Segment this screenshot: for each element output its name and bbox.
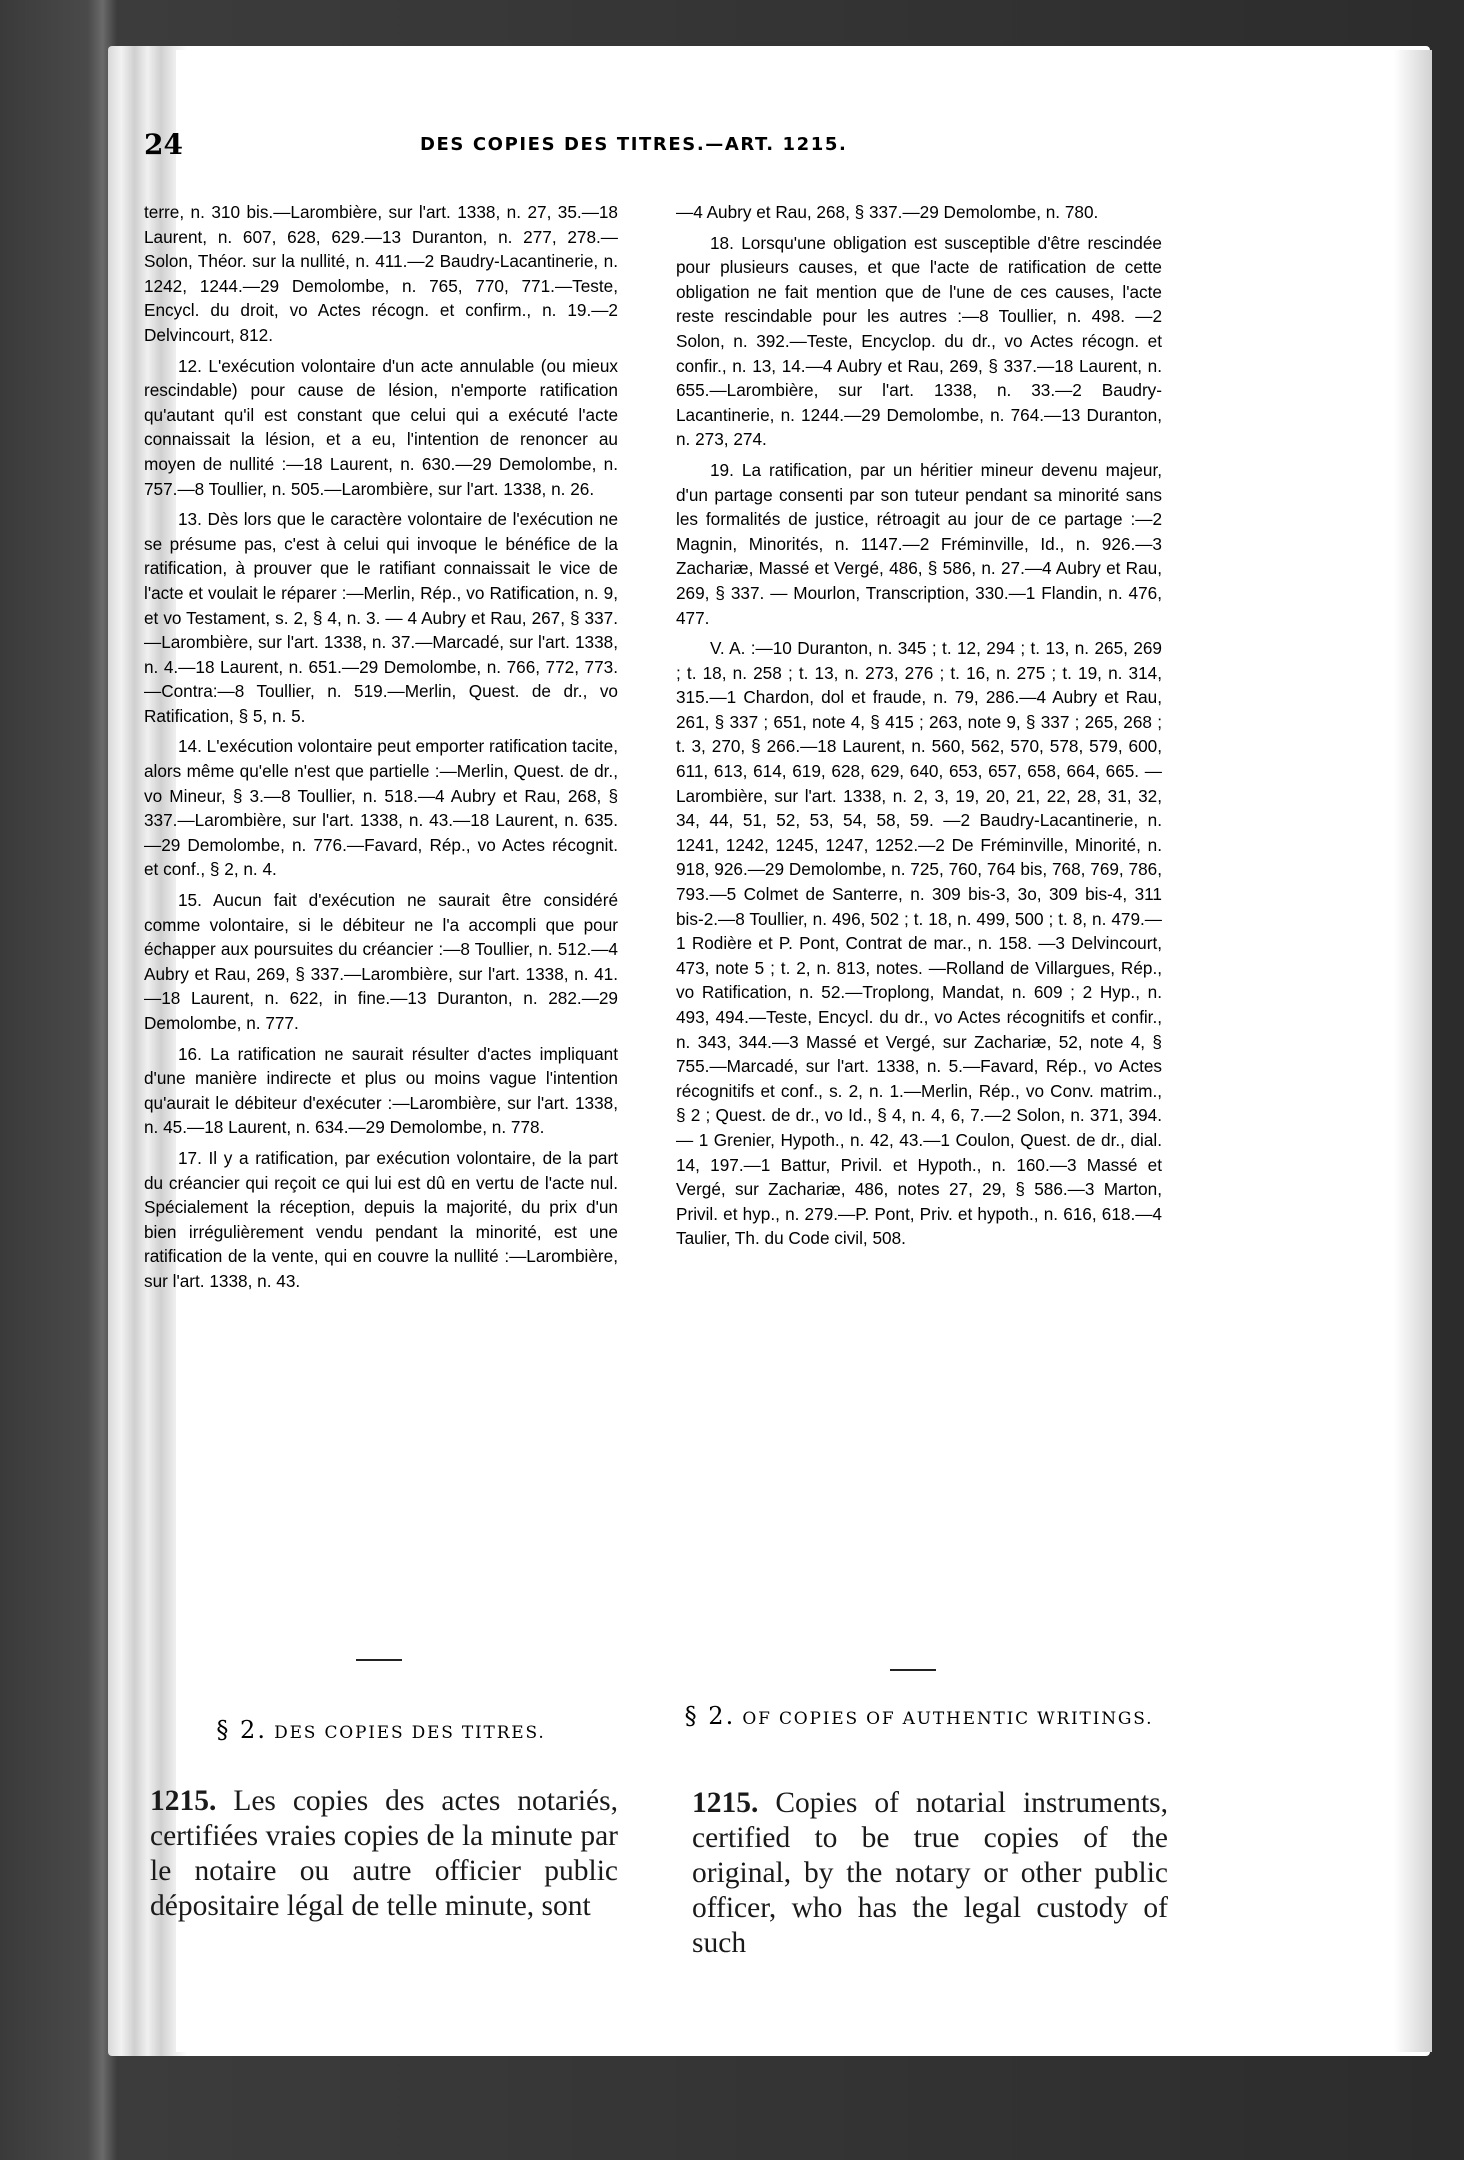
gutter-shadow xyxy=(1394,50,1432,2052)
section-title: DES COPIES DES TITRES. xyxy=(274,1723,546,1743)
article-number: 1215. xyxy=(692,1787,759,1819)
article-french xyxy=(150,1784,618,1924)
article-text: Copies of notarial instruments, certified to be true copies of the original, by the notary or other public officer, who has the legal custody of such xyxy=(692,1787,1169,1959)
left-notes-column xyxy=(144,200,618,1300)
running-head: DES COPIES DES TITRES.—ART. 1215. xyxy=(420,134,848,155)
section-title: OF COPIES OF AUTHENTIC WRITINGS. xyxy=(742,1709,1154,1729)
note-paragraph: 13. Dès lors que le caractère volontaire de l'exécution ne se présume pas, c'est à celui qui invoque le bénéfice de la ratification, à prouver que le ratifiant connaissait le vice de l'acte et voulait le réparer :—Merlin, Rép., vo Ratification, n. 9, et vo Testament, s. 2, § 4, n. 3. — 4 Aubry et Rau, 267, § 337.—Larombière, sur l'art. 1338, n. 37.—Marcadé, sur l'art. 1338, n. 4.—18 Laurent, n. 651.—29 Demolombe, n. 766, 772, 773.—Contra:—8 Toullier, n. 519.—Merlin, Quest. de dr., vo Ratification, § 5, n. 5. xyxy=(144,509,618,726)
article-english xyxy=(692,1786,1168,1961)
page-number: 24 xyxy=(144,128,183,161)
note-paragraph: 12. L'exécution volontaire d'un acte annulable (ou mieux rescindable) pour cause de lésion, n'emporte ratification qu'autant qu'il est constant que celui qui a exécuté l'acte connaissait la lésion, et a eu, l'intention de renoncer au moyen de nullité :—18 Laurent, n. 630.—29 Demolombe, n. 757.—8 Toullier, n. 505.—Larombière, sur l'art. 1338, n. 26. xyxy=(144,355,618,499)
section-heading-english xyxy=(676,1700,1162,1735)
note-paragraph: 16. La ratification ne saurait résulter d'actes impliquant d'une manière indirecte et plus ou moins vague l'intention qu'aurait le débiteur d'exécuter :—Larombière, sur l'art. 1338, n. 45.—18 Laurent, n. 634.—29 Demolombe, n. 778. xyxy=(144,1043,618,1138)
note-paragraph: 19. La ratification, par un héritier mineur devenu majeur, d'un partage consenti par son tuteur pendant sa minorité sans les formalités de justice, rétroagit au jour de ce partage :—2 Magnin, Minorités, n. 1147.—2 Fréminville, Id., n. 926.—3 Zachariæ, Massé et Vergé, 486, § 586, n. 27.—4 Aubry et Rau, 269, § 337. — Mourlon, Transcription, 330.—1 Flandin, n. 476, 477. xyxy=(676,459,1162,628)
note-paragraph: 15. Aucun fait d'exécution ne saurait être considéré comme volontaire, si le débiteur ne l'a accompli que pour échapper aux poursuites du créancier :—8 Toullier, n. 512.—4 Aubry et Rau, 269, § 337.—Larombière, sur l'art. 1338, n. 41.—18 Laurent, n. 622, in fine.—13 Duranton, n. 282.—29 Demolombe, n. 777. xyxy=(144,890,618,1033)
section-divider xyxy=(890,1669,936,1671)
right-notes-column xyxy=(676,200,1162,1257)
note-paragraph: 18. Lorsqu'une obligation est susceptible d'être rescindée pour plusieurs causes, et que l'acte de ratification de cette obligation ne fait mention que de l'une de ces causes, l'acte reste rescindable pour les autres :—8 Toullier, n. 498. —2 Solon, n. 392.—Teste, Encyclop. du dr., vo Actes récogn. et confir., n. 13, 14.—4 Aubry et Rau, 269, § 337.—18 Laurent, n. 655.—Larombière, sur l'art. 1338, n. 33.—2 Baudry-Lacantinerie, n. 1244.—29 Demolombe, n. 764.—13 Duranton, n. 273, 274. xyxy=(676,232,1162,450)
note-paragraph: 17. Il y a ratification, par exécution volontaire, de la part du créancier qui reçoit ce qui lui est dû en vertu de l'acte nul. Spécialement la réception, depuis la majorité, du prix d'un bien irrégulièrement vendu pendant la minorité, est une ratification de la vente, qui en couvre la nullité :—Larombière, sur l'art. 1338, n. 43. xyxy=(144,1147,618,1291)
section-mark: § 2. xyxy=(216,1716,267,1744)
note-paragraph: 14. L'exécution volontaire peut emporter ratification tacite, alors même qu'elle n'est que partielle :—Merlin, Quest. de dr., vo Mineur, § 3.—8 Toullier, n. 518.—4 Aubry et Rau, 268, § 337.—Larombière, sur l'art. 1338, n. 43.—18 Laurent, n. 635.—29 Demolombe, n. 776.—Favard, Rép., vo Actes récognit. et conf., § 2, n. 4. xyxy=(144,736,618,880)
section-mark: § 2. xyxy=(684,1702,736,1730)
page-header xyxy=(144,128,1134,168)
article-number: 1215. xyxy=(150,1785,217,1817)
section-heading-french xyxy=(144,1714,618,1749)
section-divider xyxy=(356,1659,402,1661)
note-paragraph: —4 Aubry et Rau, 268, § 337.—29 Demolombe, n. 780. xyxy=(676,202,1099,222)
article-text: Les copies des actes notariés, certifiées vraies copies de la minute par le notaire ou autre officier public dépositaire légal de telle minute, sont xyxy=(150,1785,619,1922)
note-paragraph: terre, n. 310 bis.—Larombière, sur l'art. 1338, n. 27, 35.—18 Laurent, n. 607, 628, 629.—13 Duranton, n. 277, 278.—Solon, Théor. sur la nullité, n. 411.—2 Baudry-Lacantinerie, n. 1242, 1244.—29 Demolombe, n. 765, 770, 771.—Teste, Encycl. du droit, vo Actes récogn. et confirm., n. 19.—2 Delvincourt, 812. xyxy=(144,202,618,345)
note-paragraph: V. A. :—10 Duranton, n. 345 ; t. 12, 294 ; t. 13, n. 265, 269 ; t. 18, n. 258 ; t. 13, n. 273, 276 ; t. 16, n. 275 ; t. 19, n. 314, 315.—1 Chardon, dol et fraude, n. 79, 286.—4 Aubry et Rau, 261, § 337 ; 651, note 4, § 415 ; 263, note 9, § 337 ; 265, 268 ; t. 3, 270, § 266.—18 Laurent, n. 560, 562, 570, 578, 579, 600, 611, 613, 614, 619, 628, 629, 640, 653, 657, 658, 664, 665. —Larombière, sur l'art. 1338, n. 2, 3, 19, 20, 21, 22, 28, 31, 32, 34, 44, 51, 52, 53, 54, 58, 59. —2 Baudry-Lacantinerie, n. 1241, 1242, 1245, 1247, 1252.—2 De Fréminville, Minorité, n. 918, 926.—29 Demolombe, n. 725, 760, 764 bis, 768, 769, 786, 793.—5 Colmet de Santerre, n. 309 bis-3, 3o, 309 bis-4, 311 bis-2.—8 Toullier, n. 496, 502 ; t. 18, n. 499, 500 ; t. 8, n. 479.—1 Rodière et P. Pont, Contrat de mar., n. 158. —3 Delvincourt, 473, note 5 ; t. 2, n. 813, notes. —Rolland de Villargues, Rép., vo Ratification, n. 52.—Troplong, Mandat, n. 609 ; 2 Hyp., n. 493, 494.—Teste, Encycl. du dr., vo Actes récognitifs et confir., n. 343, 344.—3 Massé et Vergé, sur Zachariæ, 52, note 4, § 755.—Marcadé, sur l'art. 1338, n. 5.—Favard, Rép., vo Actes récognitifs et conf., s. 2, n. 1.—Merlin, Rép., vo Conv. matrim., § 2 ; Quest. de dr., vo Id., § 4, n. 4, 6, 7.—2 Solon, n. 371, 394. — 1 Grenier, Hypoth., n. 42, 43.—1 Coulon, Quest. de dr., dial. 14, 197.—1 Battur, Privil. et Hypoth., n. 160.—3 Massé et Vergé, sur Zachariæ, 486, notes 27, 29, § 586.—3 Marton, Privil. et hyp., n. 279.—P. Pont, Priv. et hypoth., n. 616, 618.—4 Taulier, Th. du Code civil, 508. xyxy=(676,638,1162,1249)
